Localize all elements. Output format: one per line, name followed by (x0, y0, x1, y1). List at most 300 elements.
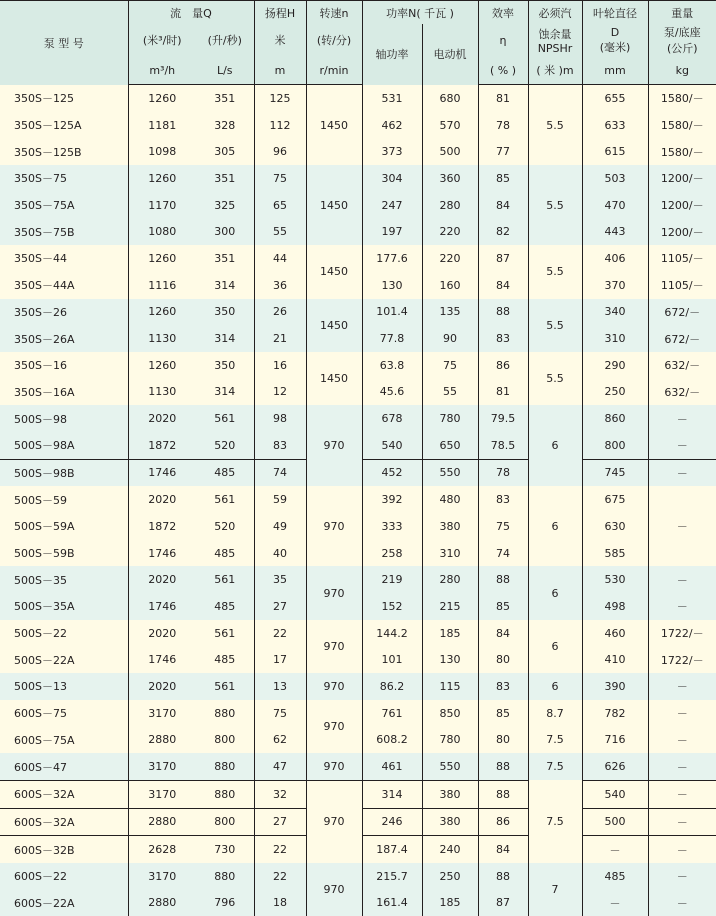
cell-flow-m3h: 3170 (128, 780, 196, 808)
cell-flow-ls: 796 (196, 890, 254, 916)
header-speed: 转速n (306, 1, 362, 25)
cell-efficiency: 85 (478, 700, 528, 727)
cell-model: 350S－75B (0, 218, 128, 245)
cell-npsh: 5.5 (528, 245, 582, 298)
cell-head: 27 (254, 808, 306, 836)
cell-weight: 1200/－ (648, 192, 716, 219)
cell-weight (648, 540, 716, 567)
cell-efficiency: 84 (478, 836, 528, 863)
cell-weight: － (648, 513, 716, 540)
cell-impeller-diameter: 310 (582, 325, 648, 352)
cell-head: 22 (254, 863, 306, 890)
cell-flow-ls: 351 (196, 245, 254, 272)
cell-weight: － (648, 780, 716, 808)
cell-shaft-power: 608.2 (362, 727, 422, 754)
cell-head: 96 (254, 138, 306, 165)
cell-speed: 970 (306, 405, 362, 486)
cell-flow-m3h: 1260 (128, 299, 196, 326)
cell-head: 75 (254, 165, 306, 192)
cell-flow-ls: 325 (196, 192, 254, 219)
table-row (0, 566, 716, 593)
cell-motor-power: 550 (422, 753, 478, 780)
cell-flow-m3h: 1260 (128, 165, 196, 192)
cell-weight: 1105/－ (648, 272, 716, 299)
cell-speed: 970 (306, 673, 362, 700)
table-row (0, 673, 716, 700)
cell-model: 500S－22A (0, 646, 128, 673)
table-row (0, 780, 716, 808)
cell-shaft-power: 462 (362, 112, 422, 139)
cell-efficiency: 75 (478, 513, 528, 540)
cell-flow-ls: 800 (196, 808, 254, 836)
cell-model: 350S－125A (0, 112, 128, 139)
cell-flow-ls: 314 (196, 272, 254, 299)
cell-weight: 672/－ (648, 325, 716, 352)
cell-speed: 970 (306, 566, 362, 619)
cell-efficiency: 88 (478, 753, 528, 780)
cell-impeller-diameter: 626 (582, 753, 648, 780)
cell-impeller-diameter: 500 (582, 808, 648, 836)
cell-motor-power: 380 (422, 808, 478, 836)
cell-model: 500S－59A (0, 513, 128, 540)
cell-flow-ls: 485 (196, 459, 254, 486)
table-row (0, 165, 716, 192)
cell-efficiency: 78.5 (478, 432, 528, 459)
cell-efficiency: 86 (478, 352, 528, 379)
cell-shaft-power: 452 (362, 459, 422, 486)
cell-flow-m3h: 1260 (128, 352, 196, 379)
cell-weight: 1580/－ (648, 85, 716, 112)
cell-model: 600S－22 (0, 863, 128, 890)
cell-weight: － (648, 890, 716, 916)
cell-speed: 970 (306, 780, 362, 863)
cell-impeller-diameter: 485 (582, 863, 648, 890)
cell-impeller-diameter: 540 (582, 780, 648, 808)
cell-weight: － (648, 836, 716, 863)
cell-head: 26 (254, 299, 306, 326)
cell-impeller-diameter: 530 (582, 566, 648, 593)
header-eff-unit: ( % ) (478, 56, 528, 85)
header-speed-unit: r/min (306, 56, 362, 85)
header-wt-4: kg (648, 56, 716, 85)
cell-shaft-power: 177.6 (362, 245, 422, 272)
cell-motor-power: 500 (422, 138, 478, 165)
cell-motor-power: 280 (422, 192, 478, 219)
cell-motor-power: 55 (422, 379, 478, 406)
cell-impeller-diameter: 630 (582, 513, 648, 540)
cell-impeller-diameter: 410 (582, 646, 648, 673)
cell-flow-ls: 485 (196, 593, 254, 620)
cell-weight: 1722/－ (648, 620, 716, 647)
header-wt-2: 泵/底座 (664, 26, 701, 39)
cell-flow-m3h: 1181 (128, 112, 196, 139)
cell-motor-power: 570 (422, 112, 478, 139)
cell-shaft-power: 373 (362, 138, 422, 165)
cell-model: 500S－59 (0, 486, 128, 513)
cell-flow-m3h: 2628 (128, 836, 196, 863)
cell-impeller-diameter: 615 (582, 138, 648, 165)
cell-motor-power: 115 (422, 673, 478, 700)
cell-flow-ls: 520 (196, 432, 254, 459)
cell-flow-m3h: 1080 (128, 218, 196, 245)
cell-motor-power: 280 (422, 566, 478, 593)
cell-impeller-diameter: － (582, 836, 648, 863)
cell-efficiency: 87 (478, 890, 528, 916)
cell-flow-ls: 485 (196, 540, 254, 567)
table-row (0, 486, 716, 513)
cell-impeller-diameter: 470 (582, 192, 648, 219)
cell-speed: 1450 (306, 299, 362, 352)
cell-model: 600S－75A (0, 727, 128, 754)
cell-efficiency: 81 (478, 85, 528, 112)
header-imp-4: mm (582, 56, 648, 85)
header-eff-sym: η (478, 24, 528, 56)
cell-flow-m3h: 1746 (128, 459, 196, 486)
cell-motor-power: 90 (422, 325, 478, 352)
cell-weight: 632/－ (648, 379, 716, 406)
cell-model: 600S－32A (0, 780, 128, 808)
cell-shaft-power: 130 (362, 272, 422, 299)
table-row (0, 700, 716, 727)
header-npsh-3: NPSHr (538, 42, 573, 55)
cell-shaft-power: 314 (362, 780, 422, 808)
cell-head: 65 (254, 192, 306, 219)
cell-flow-ls: 880 (196, 863, 254, 890)
cell-model: 500S－98B (0, 459, 128, 486)
cell-npsh: 5.5 (528, 352, 582, 405)
cell-shaft-power: 101 (362, 646, 422, 673)
cell-efficiency: 83 (478, 486, 528, 513)
cell-flow-m3h: 2020 (128, 620, 196, 647)
cell-motor-power: 135 (422, 299, 478, 326)
cell-impeller-diameter: 370 (582, 272, 648, 299)
cell-speed: 970 (306, 753, 362, 780)
cell-shaft-power: 247 (362, 192, 422, 219)
cell-model: 500S－98 (0, 405, 128, 432)
cell-flow-ls: 880 (196, 780, 254, 808)
cell-npsh: 7.5 (528, 753, 582, 780)
cell-flow-m3h: 1746 (128, 540, 196, 567)
cell-head: 44 (254, 245, 306, 272)
cell-motor-power: 680 (422, 85, 478, 112)
cell-efficiency: 80 (478, 646, 528, 673)
cell-efficiency: 86 (478, 808, 528, 836)
cell-impeller-diameter: 443 (582, 218, 648, 245)
cell-head: 21 (254, 325, 306, 352)
cell-efficiency: 80 (478, 727, 528, 754)
header-head-unit: m (254, 56, 306, 85)
cell-model: 350S－125 (0, 85, 128, 112)
cell-flow-m3h: 1260 (128, 245, 196, 272)
cell-motor-power: 360 (422, 165, 478, 192)
cell-flow-m3h: 1098 (128, 138, 196, 165)
cell-motor-power: 240 (422, 836, 478, 863)
cell-shaft-power: 392 (362, 486, 422, 513)
table-row (0, 352, 716, 379)
cell-motor-power: 310 (422, 540, 478, 567)
cell-motor-power: 160 (422, 272, 478, 299)
header-speed-cn: (转/分) (306, 24, 362, 56)
cell-efficiency: 82 (478, 218, 528, 245)
cell-model: 500S－22 (0, 620, 128, 647)
cell-flow-m3h: 1746 (128, 646, 196, 673)
cell-weight: － (648, 566, 716, 593)
cell-motor-power: 780 (422, 727, 478, 754)
cell-efficiency: 83 (478, 325, 528, 352)
cell-flow-ls: 561 (196, 405, 254, 432)
cell-motor-power: 250 (422, 863, 478, 890)
cell-weight: － (648, 700, 716, 727)
cell-weight: 1580/－ (648, 138, 716, 165)
cell-model: 350S－75A (0, 192, 128, 219)
cell-flow-m3h: 1260 (128, 85, 196, 112)
cell-head: 59 (254, 486, 306, 513)
cell-weight: － (648, 753, 716, 780)
cell-efficiency: 78 (478, 112, 528, 139)
cell-weight: 1722/－ (648, 646, 716, 673)
cell-shaft-power: 678 (362, 405, 422, 432)
cell-efficiency: 77 (478, 138, 528, 165)
cell-impeller-diameter: 340 (582, 299, 648, 326)
cell-speed: 1450 (306, 165, 362, 245)
header-npsh-4: ( 米 )m (528, 56, 582, 85)
cell-head: 22 (254, 620, 306, 647)
cell-flow-ls: 561 (196, 673, 254, 700)
cell-flow-m3h: 1130 (128, 325, 196, 352)
header-imp-1: 叶轮直径 (582, 1, 648, 25)
cell-efficiency: 88 (478, 299, 528, 326)
cell-motor-power: 75 (422, 352, 478, 379)
cell-efficiency: 78 (478, 459, 528, 486)
cell-npsh: 6 (528, 486, 582, 566)
cell-efficiency: 81 (478, 379, 528, 406)
cell-shaft-power: 461 (362, 753, 422, 780)
cell-npsh: 7.5 (528, 727, 582, 754)
header-flow-ls-unit: L/s (196, 56, 254, 85)
cell-shaft-power: 219 (362, 566, 422, 593)
cell-flow-m3h: 1872 (128, 432, 196, 459)
cell-motor-power: 220 (422, 245, 478, 272)
cell-npsh: 6 (528, 405, 582, 486)
cell-impeller-diameter: 800 (582, 432, 648, 459)
cell-head: 27 (254, 593, 306, 620)
cell-impeller-diameter: 390 (582, 673, 648, 700)
cell-head: 40 (254, 540, 306, 567)
cell-flow-m3h: 2020 (128, 673, 196, 700)
cell-head: 16 (254, 352, 306, 379)
cell-flow-ls: 351 (196, 165, 254, 192)
cell-impeller-diameter: 290 (582, 352, 648, 379)
cell-weight: － (648, 459, 716, 486)
cell-head: 36 (254, 272, 306, 299)
cell-motor-power: 185 (422, 620, 478, 647)
cell-model: 350S－44A (0, 272, 128, 299)
cell-speed: 1450 (306, 245, 362, 298)
cell-weight: 1200/－ (648, 165, 716, 192)
cell-speed: 970 (306, 863, 362, 916)
cell-flow-ls: 561 (196, 620, 254, 647)
cell-model: 350S－125B (0, 138, 128, 165)
cell-weight: － (648, 673, 716, 700)
cell-efficiency: 85 (478, 593, 528, 620)
cell-model: 500S－35A (0, 593, 128, 620)
cell-head: 22 (254, 836, 306, 863)
cell-impeller-diameter: 250 (582, 379, 648, 406)
cell-flow-m3h: 2880 (128, 808, 196, 836)
cell-weight (648, 486, 716, 513)
cell-shaft-power: 304 (362, 165, 422, 192)
table-row (0, 620, 716, 647)
cell-flow-m3h: 1130 (128, 379, 196, 406)
header-power-shaft: 轴功率 (362, 24, 422, 85)
cell-impeller-diameter: 745 (582, 459, 648, 486)
cell-flow-ls: 520 (196, 513, 254, 540)
table-row (0, 753, 716, 780)
cell-npsh: 7 (528, 863, 582, 916)
cell-flow-ls: 485 (196, 646, 254, 673)
header-eff: 效率 (478, 1, 528, 25)
cell-shaft-power: 144.2 (362, 620, 422, 647)
cell-impeller-diameter: 655 (582, 85, 648, 112)
header-npsh-1: 必须汽 (528, 1, 582, 25)
cell-model: 600S－47 (0, 753, 128, 780)
cell-motor-power: 650 (422, 432, 478, 459)
table-row (0, 863, 716, 890)
cell-model: 350S－44 (0, 245, 128, 272)
cell-shaft-power: 152 (362, 593, 422, 620)
cell-shaft-power: 63.8 (362, 352, 422, 379)
cell-flow-ls: 350 (196, 299, 254, 326)
cell-model: 600S－32B (0, 836, 128, 863)
cell-npsh: 5.5 (528, 85, 582, 166)
cell-flow-m3h: 3170 (128, 753, 196, 780)
cell-head: 12 (254, 379, 306, 406)
cell-efficiency: 88 (478, 566, 528, 593)
cell-model: 350S－26A (0, 325, 128, 352)
cell-flow-m3h: 2880 (128, 727, 196, 754)
cell-weight: 1580/－ (648, 112, 716, 139)
cell-head: 62 (254, 727, 306, 754)
cell-impeller-diameter: 585 (582, 540, 648, 567)
cell-impeller-diameter: 503 (582, 165, 648, 192)
header-flow-m3-unit: m³/h (128, 56, 196, 85)
header-imp-3: (毫米) (600, 41, 631, 54)
cell-shaft-power: 45.6 (362, 379, 422, 406)
cell-head: 83 (254, 432, 306, 459)
cell-shaft-power: 258 (362, 540, 422, 567)
cell-flow-ls: 880 (196, 753, 254, 780)
cell-model: 600S－75 (0, 700, 128, 727)
cell-head: 49 (254, 513, 306, 540)
cell-speed: 1450 (306, 85, 362, 166)
cell-efficiency: 88 (478, 863, 528, 890)
cell-weight: 1200/－ (648, 218, 716, 245)
cell-shaft-power: 187.4 (362, 836, 422, 863)
cell-flow-ls: 314 (196, 379, 254, 406)
header-head: 扬程H (254, 1, 306, 25)
cell-speed: 970 (306, 486, 362, 566)
cell-model: 350S－16 (0, 352, 128, 379)
cell-flow-m3h: 1872 (128, 513, 196, 540)
cell-model: 350S－75 (0, 165, 128, 192)
cell-impeller-diameter: 406 (582, 245, 648, 272)
cell-flow-ls: 561 (196, 486, 254, 513)
table-row (0, 85, 716, 112)
cell-efficiency: 88 (478, 780, 528, 808)
cell-efficiency: 79.5 (478, 405, 528, 432)
cell-flow-m3h: 1170 (128, 192, 196, 219)
header-flow: 流 量Q (128, 1, 254, 25)
cell-weight: 632/－ (648, 352, 716, 379)
cell-flow-ls: 351 (196, 85, 254, 112)
cell-shaft-power: 531 (362, 85, 422, 112)
cell-motor-power: 130 (422, 646, 478, 673)
cell-flow-m3h: 2020 (128, 566, 196, 593)
cell-npsh: 6 (528, 620, 582, 673)
cell-shaft-power: 215.7 (362, 863, 422, 890)
cell-motor-power: 850 (422, 700, 478, 727)
table-row (0, 299, 716, 326)
cell-head: 47 (254, 753, 306, 780)
cell-head: 18 (254, 890, 306, 916)
cell-model: 350S－26 (0, 299, 128, 326)
cell-model: 350S－16A (0, 379, 128, 406)
cell-head: 32 (254, 780, 306, 808)
cell-flow-m3h: 2020 (128, 486, 196, 513)
cell-motor-power: 780 (422, 405, 478, 432)
cell-flow-m3h: 1746 (128, 593, 196, 620)
cell-npsh: 5.5 (528, 165, 582, 245)
cell-head: 13 (254, 673, 306, 700)
cell-npsh: 6 (528, 566, 582, 619)
header-wt-1: 重量 (648, 1, 716, 25)
cell-npsh: 6 (528, 673, 582, 700)
cell-motor-power: 380 (422, 780, 478, 808)
cell-model: 500S－59B (0, 540, 128, 567)
table-row (0, 405, 716, 432)
cell-shaft-power: 540 (362, 432, 422, 459)
header-wt-3: (公斤) (667, 42, 698, 55)
cell-head: 98 (254, 405, 306, 432)
cell-npsh: 7.5 (528, 780, 582, 863)
cell-impeller-diameter: 716 (582, 727, 648, 754)
cell-weight: － (648, 405, 716, 432)
cell-efficiency: 84 (478, 192, 528, 219)
cell-flow-ls: 314 (196, 325, 254, 352)
table-header (0, 1, 716, 85)
cell-motor-power: 215 (422, 593, 478, 620)
cell-flow-ls: 561 (196, 566, 254, 593)
cell-flow-ls: 300 (196, 218, 254, 245)
cell-model: 600S－22A (0, 890, 128, 916)
cell-weight: － (648, 432, 716, 459)
cell-impeller-diameter: 460 (582, 620, 648, 647)
cell-shaft-power: 197 (362, 218, 422, 245)
cell-speed: 970 (306, 700, 362, 753)
cell-weight: 672/－ (648, 299, 716, 326)
cell-model: 500S－35 (0, 566, 128, 593)
header-model: 泵 型 号 (0, 1, 128, 85)
cell-model: 600S－32A (0, 808, 128, 836)
cell-speed: 1450 (306, 352, 362, 405)
cell-head: 35 (254, 566, 306, 593)
cell-weight: － (648, 727, 716, 754)
header-npsh-2: 蚀余量 (539, 28, 572, 41)
cell-shaft-power: 86.2 (362, 673, 422, 700)
cell-shaft-power: 333 (362, 513, 422, 540)
cell-weight: 1105/－ (648, 245, 716, 272)
cell-shaft-power: 77.8 (362, 325, 422, 352)
